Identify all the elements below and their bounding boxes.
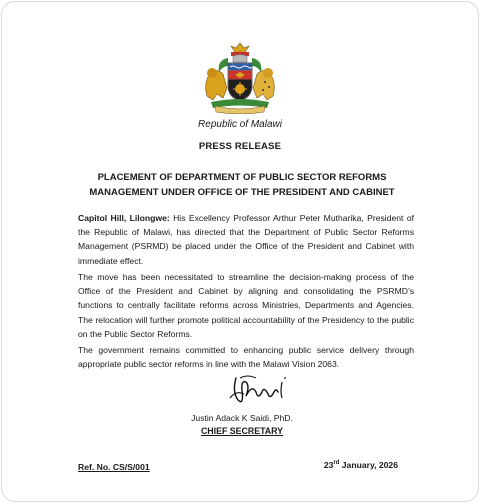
press-release-document <box>1 1 479 502</box>
reference-number: Ref. No. CS/S/001 <box>78 462 150 472</box>
date-day: 23 <box>323 460 334 470</box>
release-date <box>324 460 398 470</box>
date-suffix: rd <box>333 460 340 466</box>
body-paragraph-3: The government remains committed to enhancing public service delivery through appropriate public sector reforms in line with the Malawi Vision 2063. <box>78 345 414 370</box>
date-month-year: January, 2026 <box>339 460 398 470</box>
signatory-name: Justin Adack K Saidi, PhD. <box>191 413 293 423</box>
document-type: PRESS RELEASE <box>198 141 282 152</box>
handwritten-signature <box>222 370 300 410</box>
dateline-location: Capitol Hill, Lilongwe: <box>78 213 170 223</box>
headline-line-1: PLACEMENT OF DEPARTMENT OF PUBLIC SECTOR REFORMS <box>97 172 387 183</box>
body-paragraph-2: The move has been necessitated to streamline the decision-making process of the Office of the President and Cabinet by aligning and consolidating the PSRMD’s functions to centrally facilitate reforms across Ministries, Departments and Agencies. The relocation will further promote political accountability of the Presidency to the public on the Public Sector Reforms. <box>78 272 414 339</box>
coat-of-arms-icon <box>197 42 283 114</box>
paragraph-1-text: His Excellency Professor Arthur Peter Mutharika, President of the Republic of Malawi, has directed that the Department of Public Sector Reforms Management (PSRMD) be placed under the Office of the President and Cabinet with immediate effect. <box>78 213 414 266</box>
signatory-title: CHIEF SECRETARY <box>200 426 284 436</box>
country-name: Republic of Malawi <box>198 119 282 130</box>
headline-line-2: MANAGEMENT UNDER OFFICE OF THE PRESIDENT AND CABINET <box>89 187 395 198</box>
body-paragraph-1 <box>78 211 414 268</box>
headline <box>62 170 422 200</box>
